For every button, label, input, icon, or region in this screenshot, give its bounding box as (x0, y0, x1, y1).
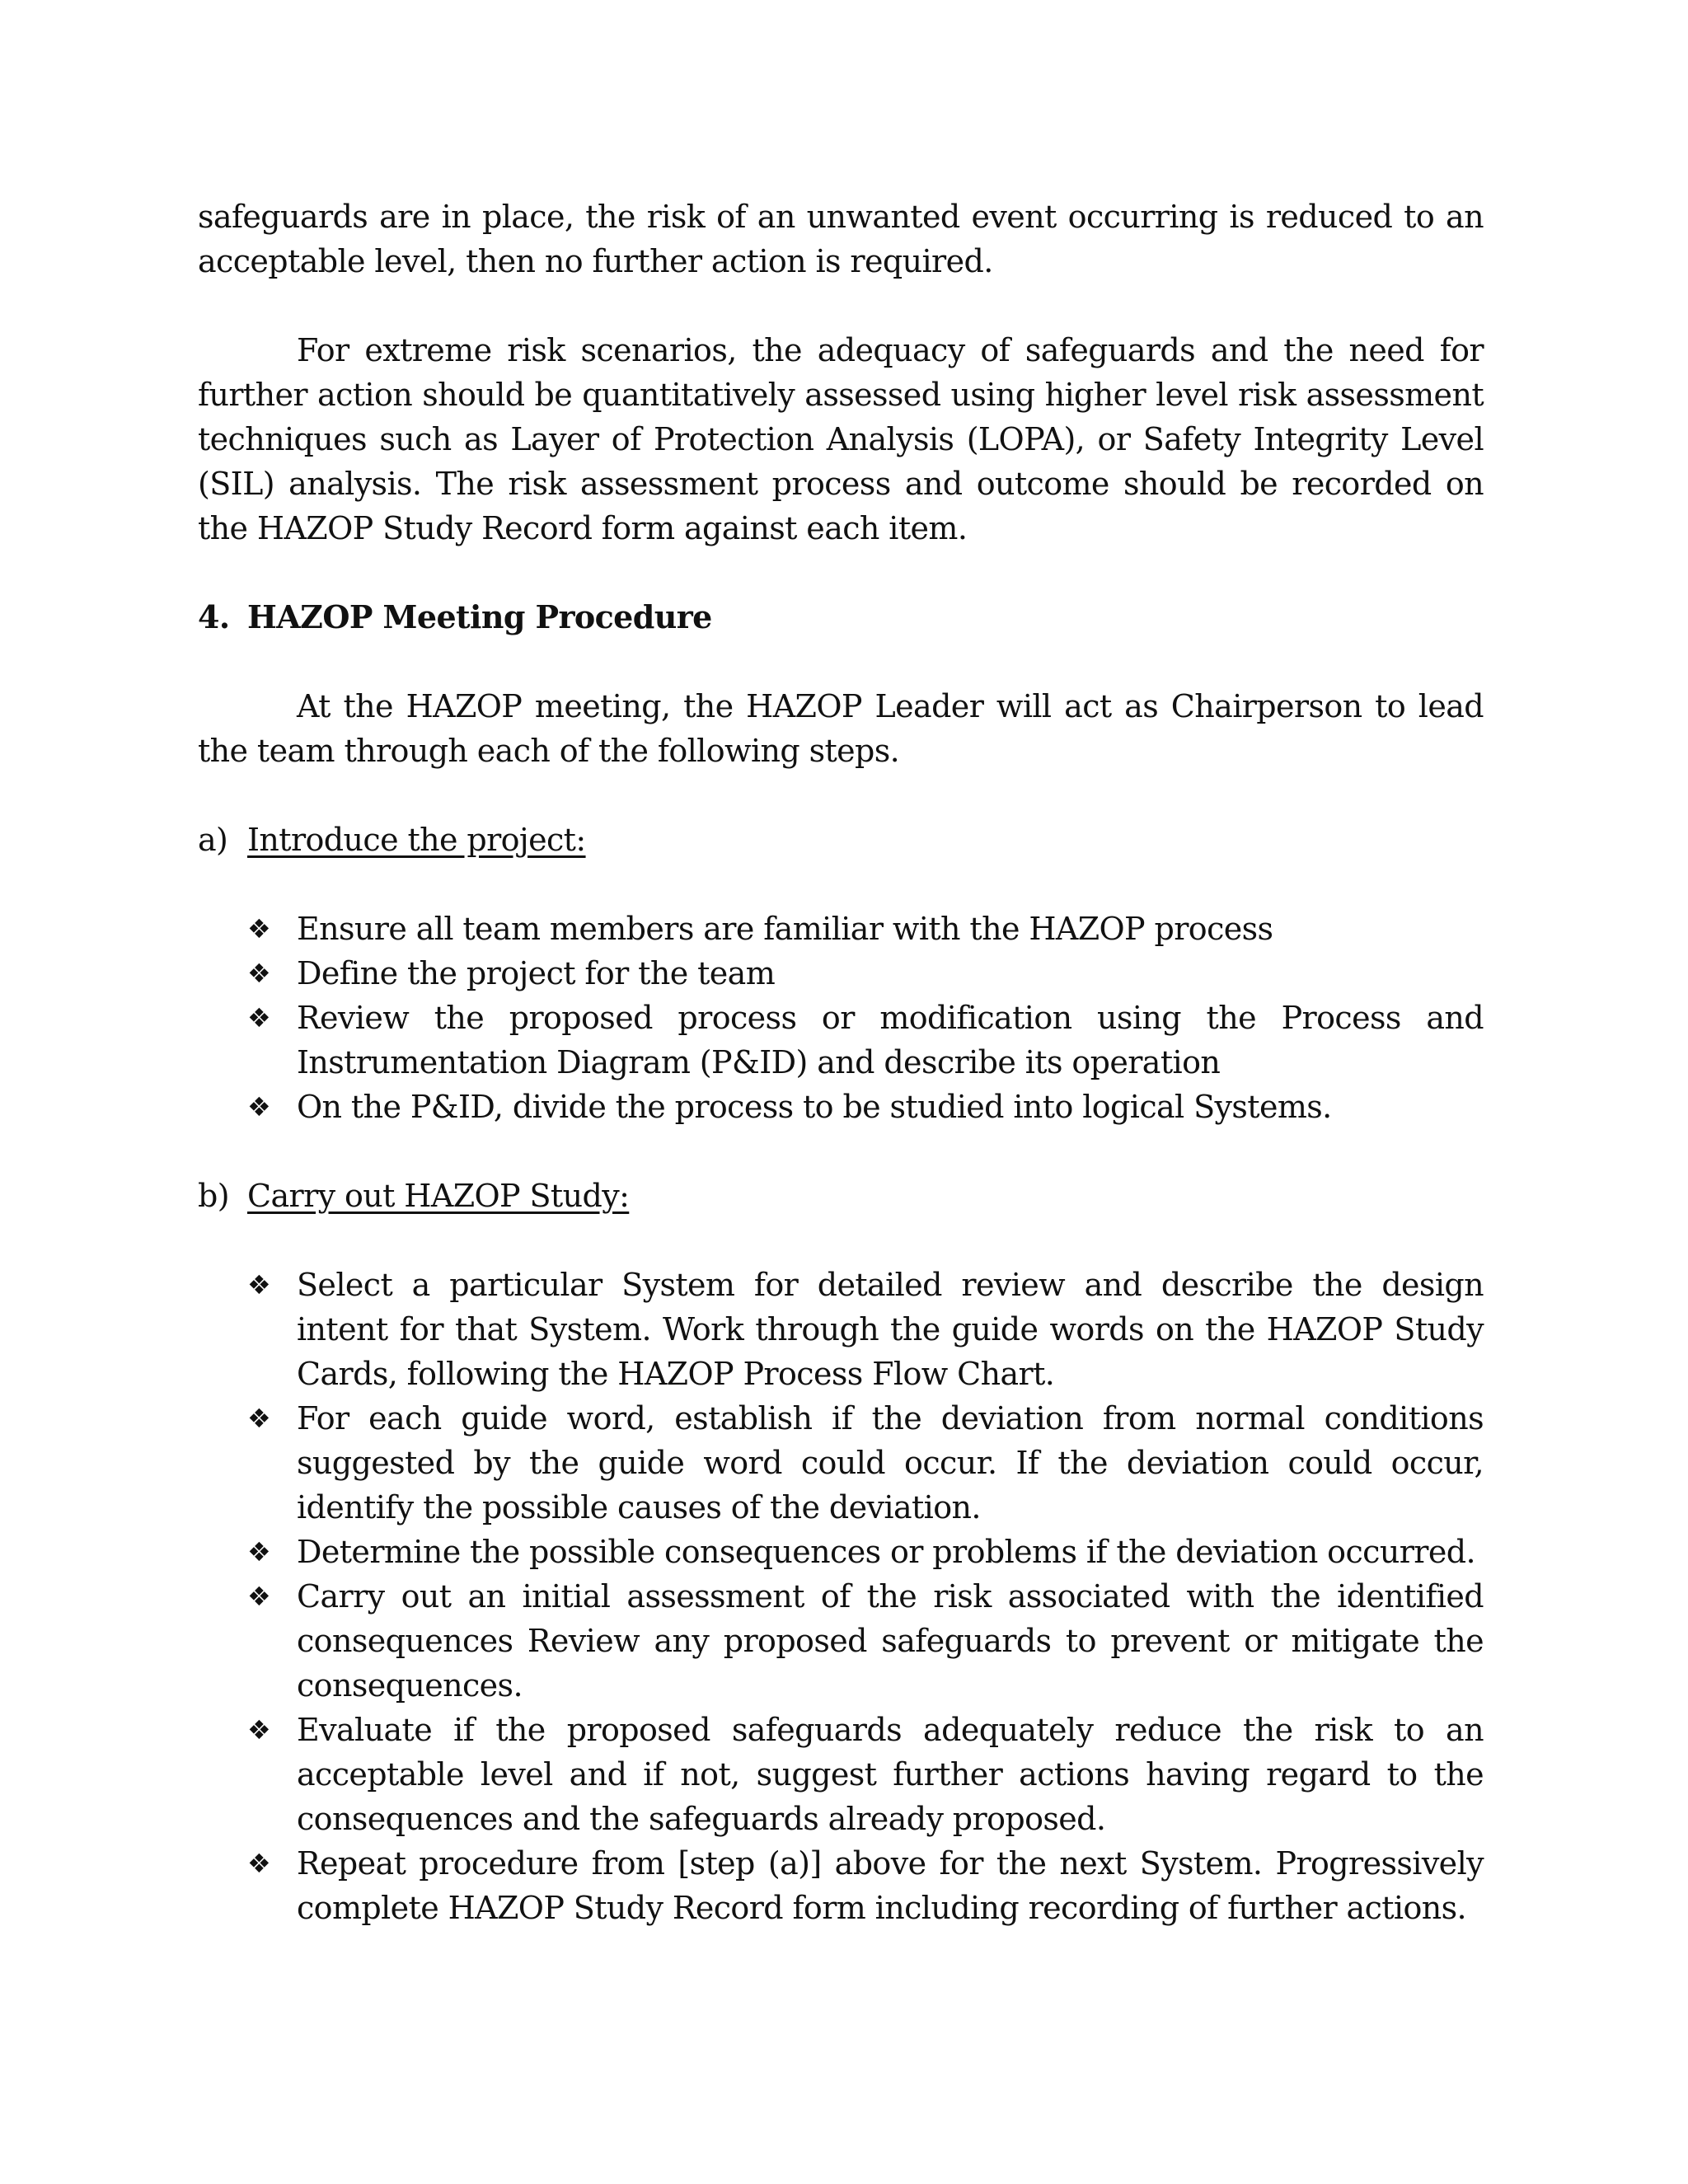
list-item: ❖ Review the proposed process or modification using the Process and Instrumentation Diagram (P&ID) and describe its operation (247, 996, 1484, 1085)
diamond-bullet-icon: ❖ (247, 958, 271, 989)
list-item: ❖ Select a particular System for detailed review and describe the design intent for that System. Work through the guide words on the HAZOP Study Cards, following the HAZOP Process Flow Chart. (247, 1263, 1484, 1396)
step-a-heading (198, 818, 1484, 862)
section-intro: At the HAZOP meeting, the HAZOP Leader will act as Chairperson to lead the team through each of the following steps. (198, 688, 1484, 769)
list-item: ❖ Ensure all team members are familiar with the HAZOP process (247, 907, 1484, 951)
diamond-bullet-icon: ❖ (247, 1536, 271, 1568)
step-a-label: a) (198, 822, 228, 858)
step-b-title: Carry out HAZOP Study: (247, 1178, 630, 1214)
section-heading (198, 595, 1484, 640)
diamond-bullet-icon: ❖ (247, 1581, 271, 1612)
diamond-bullet-icon: ❖ (247, 1848, 271, 1879)
paragraph-safeguards: safeguards are in place, the risk of an unwanted event occurring is reduced to an acceptable level, then no further action is required. (198, 199, 1484, 279)
list-item: ❖ For each guide word, establish if the deviation from normal conditions suggested by the guide word could occur. If the deviation could occur, identify the possible causes of the deviation. (247, 1396, 1484, 1530)
diamond-bullet-icon: ❖ (247, 1002, 271, 1033)
document-page (198, 194, 1484, 1930)
section-number: 4. (198, 598, 230, 635)
diamond-bullet-icon: ❖ (247, 1403, 271, 1434)
list-item: ❖ Define the project for the team (247, 951, 1484, 996)
step-a-title: Introduce the project: (247, 822, 586, 858)
paragraph-extreme-risk: For extreme risk scenarios, the adequacy of safeguards and the need for further action should be quantitatively assessed using higher level risk assessment techniques such as Layer of Protection Analysis (LOPA), or Safety Integrity Level (SIL) analysis. The risk assessment process and outcome should be recorded on the HAZOP Study Record form against each item. (198, 332, 1484, 546)
list-item: ❖ Repeat procedure from [step (a)] above for the next System. Progressively complete HAZOP Study Record form including recording of further actions. (247, 1841, 1484, 1930)
list-item: ❖ On the P&ID, divide the process to be studied into logical Systems. (247, 1085, 1484, 1129)
section-title: HAZOP Meeting Procedure (247, 598, 712, 635)
step-a-list (198, 907, 1484, 1129)
diamond-bullet-icon: ❖ (247, 1091, 271, 1122)
list-item: ❖ Evaluate if the proposed safeguards adequately reduce the risk to an acceptable level and if not, suggest further actions having regard to the consequences and the safeguards already proposed. (247, 1708, 1484, 1841)
step-b-label: b) (198, 1178, 229, 1214)
diamond-bullet-icon: ❖ (247, 1714, 271, 1746)
diamond-bullet-icon: ❖ (247, 1269, 271, 1301)
diamond-bullet-icon: ❖ (247, 913, 271, 944)
step-b-list (198, 1263, 1484, 1930)
step-b-heading (198, 1174, 1484, 1218)
list-item: ❖ Determine the possible consequences or problems if the deviation occurred. (247, 1530, 1484, 1574)
list-item: ❖ Carry out an initial assessment of the risk associated with the identified consequences Review any proposed safeguards to prevent or mitigate the consequences. (247, 1574, 1484, 1708)
